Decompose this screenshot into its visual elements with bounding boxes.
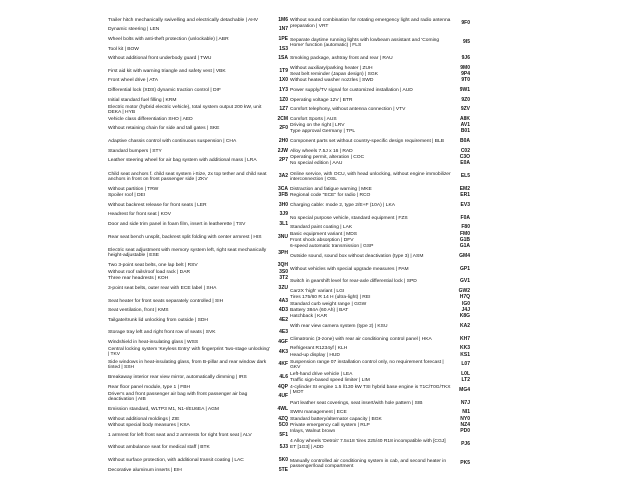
option-code: KH7 <box>459 335 470 342</box>
option-description: Rear floor panel module, type 1 | FBH <box>108 384 191 390</box>
option-description: Power supply/TV signal for customized installation | AUD <box>290 88 413 93</box>
option-description: Wheel bolts with anti-theft protection (unlockable) | ABR <box>108 36 229 42</box>
option-code: H7Q <box>459 294 470 301</box>
option-description: Without ambulance seat for medical staff | BTK <box>108 445 210 451</box>
option-description: Component parts set without country-specific design requirement | BLB <box>290 139 445 145</box>
option-code: 4QP <box>277 383 288 390</box>
option-description: Without special body measures | KSA <box>108 423 190 428</box>
option-code: ER1 <box>460 192 470 199</box>
option-code: 3PH <box>278 249 288 256</box>
option-description: Private emergency call system | RLP <box>290 422 370 428</box>
option-code: 2P7 <box>279 157 288 164</box>
option-code: LT2 <box>461 377 470 384</box>
option-row <box>108 167 288 186</box>
option-code: GM4 <box>459 252 470 259</box>
option-code: IG0 <box>461 300 470 307</box>
option-row <box>290 333 470 346</box>
option-code: 4KF <box>278 361 288 368</box>
option-row <box>108 346 288 359</box>
option-row <box>108 295 288 308</box>
option-row <box>290 135 470 148</box>
option-description: Breakaway interior rear view mirror, automatically dimming | IRS <box>108 375 247 381</box>
option-code: FM0 <box>460 230 470 237</box>
option-code: F80 <box>461 224 470 231</box>
option-description: 4-cylinder SI engine 1.5 l/130 kW TSI hybrid base engine is T1C/T0G/TKX | MOT <box>290 385 451 396</box>
option-description: Emission standard, WLTP3 M1, N1-I/EU6EA | AGM <box>108 407 219 413</box>
option-row <box>108 199 288 212</box>
option-description: Distraction and fatigue warning | MKE <box>290 186 372 192</box>
option-description: Storage tray left and right front row of seats | SVK <box>108 330 216 336</box>
option-code: F0A <box>460 214 470 221</box>
option-code: J4J <box>461 307 470 314</box>
option-code: NY0 <box>460 415 470 422</box>
option-description: 4 Alloy wheels 'Detroit' 7.5x18 'tires 225/40 R18 incompatible with [CGJ] ET [1G3] | ADD <box>290 439 446 450</box>
option-description: Without vehicles with special upgrade measures | PAM <box>290 266 409 272</box>
option-code: K8G <box>459 313 470 320</box>
option-description: Type approval Germany | TPL <box>290 129 356 135</box>
option-code: 3J9 <box>279 211 288 218</box>
option-code: 3ZU <box>278 284 288 291</box>
option-row <box>290 199 470 212</box>
option-code: 4A3 <box>278 297 288 304</box>
option-row <box>290 33 470 52</box>
option-description: Refrigerant R1234yf | KLH <box>290 346 348 352</box>
option-row <box>108 282 288 295</box>
option-code: G1B <box>459 236 470 243</box>
option-code: N7J <box>460 399 470 406</box>
option-description: Manually controlled air conditioning system in cab, and second heater in passenger/load compartment <box>290 458 447 469</box>
option-description: Car2X 'high' variant | LGI <box>290 288 345 294</box>
option-description: SWIN management | ECE <box>290 410 347 416</box>
option-code: 9M0 <box>460 64 470 71</box>
option-code: MG4 <box>459 386 470 393</box>
option-code: 1N7 <box>278 26 288 33</box>
option-description: Head-up display | HUD <box>290 352 340 358</box>
option-code: 3NU <box>277 233 288 240</box>
option-code: A8K <box>459 115 470 122</box>
option-description: Central locking system 'Keyless Entry' with fingerprint 'two-stage unlocking' | TKV <box>108 347 270 358</box>
option-code: 1SA <box>278 55 288 62</box>
option-row <box>290 263 470 276</box>
option-code: 1X0 <box>279 77 288 84</box>
option-description: Without partition | TRW <box>108 186 159 192</box>
option-row <box>108 403 288 416</box>
option-code: 1M6 <box>278 16 288 23</box>
option-row <box>290 14 470 33</box>
option-code: 4ZQ <box>278 415 288 422</box>
option-row <box>108 231 288 244</box>
option-row <box>108 218 288 231</box>
option-code: 4L6 <box>279 374 288 381</box>
option-description: Traffic sign-based speed limiter | LIM <box>290 378 370 384</box>
option-code: 3QH <box>277 262 288 269</box>
option-row <box>108 442 288 455</box>
option-code: 3H0 <box>278 201 288 208</box>
option-code: 3FB <box>278 192 288 199</box>
option-description: 3-point seat belts, outer rear with ECE label | SHA <box>108 285 217 291</box>
option-description: Switch in gearshift level for rear-axle differential lock | SPD <box>290 279 417 285</box>
option-code: 1T9 <box>279 67 288 74</box>
option-code: 4E3 <box>279 329 288 336</box>
option-code: NZ4 <box>460 421 470 428</box>
option-row <box>108 454 288 467</box>
option-code: 9F0 <box>461 20 470 26</box>
option-row <box>290 103 470 116</box>
option-row <box>290 435 470 454</box>
option-description: Tires 175/60 R 14 H (ultra-light) | REI <box>290 295 371 301</box>
option-row <box>108 390 288 403</box>
option-code: KS1 <box>460 351 470 358</box>
option-code: 4K3 <box>278 348 288 355</box>
option-description: Front shock absorption | DFV <box>290 237 354 243</box>
option-code: GV1 <box>459 278 470 285</box>
option-description: Spoiler roof | DEI <box>108 193 146 199</box>
option-description: Headrest for front seat | KOV <box>108 212 171 218</box>
option-code: 3T2 <box>279 275 288 282</box>
option-description: Operating voltage 12V | BTR <box>290 97 353 103</box>
option-row <box>290 212 470 225</box>
option-row <box>108 371 288 384</box>
option-description: Driving on the right | LRV <box>290 123 345 129</box>
option-description: Seat heater for front seats separately controlled | SIH <box>108 298 224 304</box>
option-description: Standard paint coating | LAK <box>290 225 353 231</box>
option-description: Driver's and front passenger air bag with front passenger air bag deactivation | AIB <box>108 391 248 402</box>
option-description: Online service, with OCU, with head unlocking, without engine immobilizer interconnection | OSL <box>290 171 451 182</box>
option-code: B01 <box>460 128 470 135</box>
option-code: 5F1 <box>279 431 288 438</box>
option-code: 4WL <box>277 406 288 413</box>
option-code: 5C0 <box>278 422 288 428</box>
option-row <box>108 327 288 340</box>
option-code: G1A <box>459 243 470 250</box>
option-code: 9J6 <box>461 55 470 62</box>
option-code: PK5 <box>460 460 470 467</box>
option-description: Standard battery/alternator capacity | BGK <box>290 416 382 422</box>
option-description: Leather steering wheel for air bag system with additional mass | LRA <box>108 158 257 164</box>
option-row <box>290 454 470 473</box>
option-row <box>108 135 288 148</box>
option-code: 9W1 <box>459 87 470 93</box>
option-code: B0A <box>459 138 470 145</box>
option-code: GW2 <box>458 287 470 294</box>
option-description: Trailer hitch mechanically swivelling and electrically detachable | AHV <box>108 17 259 23</box>
option-description: Alloy wheels 7.5J x 16 | RAD <box>290 148 353 154</box>
option-description: Child seat anchors f. child seat system i-Size, 2x top tether and child seat anchors in front on front passenger side | ZKV <box>108 171 267 182</box>
option-row <box>290 384 470 397</box>
option-code: 9T0 <box>461 77 470 84</box>
option-code: EM2 <box>459 185 470 192</box>
option-description: Without roof rails/roof load rack | DAR <box>108 269 190 275</box>
option-code: 1Z7 <box>279 106 288 113</box>
option-description: Front wheel drive | ATA <box>108 78 159 84</box>
option-codes-sheet <box>108 14 470 474</box>
option-row <box>108 33 288 46</box>
option-row <box>290 84 470 97</box>
option-code: 3L1 <box>279 220 288 227</box>
option-description: Without additional moldings | ZIE <box>108 416 180 422</box>
option-row <box>290 276 470 289</box>
option-code: C3O <box>459 153 470 160</box>
option-description: Outside sound, sound box without deactivation (type 3) | ASM <box>290 253 424 259</box>
option-code: E0A <box>460 160 470 167</box>
option-code: EL5 <box>460 173 470 180</box>
option-description: Operating permit, alteration | COC <box>290 154 365 160</box>
option-code: L0L <box>461 370 470 377</box>
option-code: 5TE <box>278 466 288 473</box>
left-option-column <box>108 14 288 474</box>
option-description: No special purpose vehicle, standard equipment | FZS <box>290 215 408 221</box>
option-description: Without backrest release for front seats | LER <box>108 202 207 208</box>
option-description: Hatchback | KAR <box>290 314 328 320</box>
right-option-column <box>290 14 470 474</box>
option-description: Initial standard fuel filling | KRM <box>108 97 177 103</box>
option-description: Side windows in heat-insulating glass, from B-pillar and rear window dark tinted | SSH <box>108 359 267 370</box>
option-description: Without heated washer nozzles | SWD <box>290 78 374 84</box>
option-description: Charging cable: mode 2, type 2/E+F (10A) | LKA <box>290 202 395 208</box>
option-row <box>108 314 288 327</box>
option-code: 2JW <box>277 147 288 154</box>
option-description: Windshield in heat-insulating glass | WSS <box>108 340 199 346</box>
option-code: 2CM <box>277 115 288 122</box>
option-code: AV1 <box>460 122 470 129</box>
option-code: 5J3 <box>279 444 288 451</box>
option-row <box>290 250 470 263</box>
option-description: 1 armrest for left front seat and 2 armrests for right front seat | ALV <box>108 432 252 438</box>
option-code: 1Z0 <box>279 96 288 103</box>
option-row <box>108 359 288 372</box>
option-description: Adaptive chassis control with continuous suspension | CHA <box>108 139 237 145</box>
option-code: 5K0 <box>278 457 288 464</box>
option-description: With rear view camera system (type 2) | KSU <box>290 324 388 330</box>
option-code: 2F0 <box>279 125 288 132</box>
option-code: 1Y3 <box>279 86 288 93</box>
option-description: Battery 384A (60 Ah) | BAT <box>290 308 349 314</box>
option-code: 4E2 <box>279 316 288 323</box>
option-code: 3A2 <box>278 173 288 180</box>
option-description: Vehicle class differentiation SHO | AED <box>108 116 193 122</box>
option-code: PD0 <box>460 428 470 435</box>
option-row <box>108 103 288 116</box>
option-description: Differential lock (XDS) dynamic traction control | DIF <box>108 87 221 93</box>
option-description: Decorative aluminum inserts | EIH <box>108 467 182 473</box>
option-row <box>108 14 288 27</box>
option-description: Part leather seat coverings, seat insert/with hole pattern | SIB <box>290 400 423 406</box>
option-code: 3CA <box>277 185 288 192</box>
option-code: EV3 <box>460 201 470 208</box>
option-description: Climatronic (3-zone) with rear air conditioning control panel | HKA <box>290 336 432 342</box>
option-code: 4GF <box>278 339 288 346</box>
option-code: 1PE <box>278 35 288 42</box>
option-code: KK3 <box>459 345 470 352</box>
option-code: 9P4 <box>461 71 470 78</box>
option-row <box>108 84 288 97</box>
option-description: Separate daytime running lights with lowbeam assistant and 'Coming Home' function (automatic) | FLS <box>290 37 440 48</box>
option-description: Two 3-point seat belts, one lap belt | RSV <box>108 263 198 269</box>
option-code: 3S0 <box>279 268 288 275</box>
option-row <box>108 122 288 135</box>
option-description: Comfort Sports | AUS <box>290 116 337 122</box>
option-code: 1S3 <box>279 45 288 52</box>
option-code: 4UF <box>278 393 288 400</box>
option-description: No special edition | AAU <box>290 161 343 167</box>
option-description: 6-speed automatic transmission | GSP <box>290 244 374 250</box>
option-row <box>108 467 288 473</box>
option-code: GP1 <box>459 265 470 272</box>
option-code: L07 <box>461 361 470 368</box>
option-description: Rear seat bench unsplit, backrest split folding with center armrest | HIS <box>108 234 262 240</box>
option-description: Suspension range 07 installation control only, no requirement forecast | GKV <box>290 359 444 370</box>
option-description: Dynamic steering | LEN <box>108 27 160 33</box>
option-description: Seat ventilation, front | KMS <box>108 308 169 314</box>
option-code: 2H0 <box>278 138 288 145</box>
option-row <box>108 52 288 65</box>
option-code: KA2 <box>459 323 470 330</box>
option-row <box>290 52 470 65</box>
option-description: Inlays, Walnut brown <box>290 429 336 435</box>
option-description: Without auxiliary/parking heater | ZUH <box>290 65 373 71</box>
option-description: Comfort telephony, without antenna connection | VTV <box>290 107 406 113</box>
option-description: Standard curb weight range | GGW <box>290 301 367 307</box>
option-description: Electric seat adjustment with memory system left, right seat mechanically height-adjustable | ESE <box>108 248 267 259</box>
option-row <box>290 167 470 186</box>
option-row <box>108 154 288 167</box>
option-description: Regional code "ECE" for radio | RCO <box>290 193 371 199</box>
option-description: Standard bumpers | STY <box>108 148 162 154</box>
option-row <box>108 65 288 78</box>
option-code: 4D3 <box>278 307 288 314</box>
option-description: Without retaining chain for side and tall gates | SKE <box>108 126 220 132</box>
option-code: PJ6 <box>461 441 470 448</box>
option-code: 9I5 <box>463 39 470 46</box>
option-description: Door and side trim panel in foam film, insert in leatherette | TSV <box>108 221 246 227</box>
option-code: NI1 <box>462 409 470 416</box>
option-description: Without additional front underbody guard | TWU <box>108 56 212 62</box>
option-description: Basic equipment variant | MDS <box>290 231 358 237</box>
option-description: Left-hand drive vehicle | LEA <box>290 371 353 377</box>
option-description: Without surface protection, with additional transit coating | LAC <box>108 458 244 464</box>
option-description: Three rear headrests | KOH <box>108 276 169 282</box>
option-row <box>108 244 288 263</box>
option-description: Smoking package, ashtray front and rear | RAU <box>290 56 393 62</box>
option-description: Tool kit | BOW <box>108 46 139 52</box>
option-code: C02 <box>460 147 470 154</box>
option-description: Seat belt reminder (Japan design) | SGK <box>290 72 378 78</box>
option-code: 9Z0 <box>461 96 470 103</box>
option-row <box>290 320 470 333</box>
option-description: First aid kit with warning triangle and safety vest | VBK <box>108 68 226 74</box>
option-row <box>290 397 470 410</box>
option-description: Tailgate/trunk lid unlocking from outside | SDH <box>108 317 208 323</box>
option-description: Without sound combination for rotating emergency light and radio antenna preparation | VRT <box>290 18 451 29</box>
option-description: Electric motor (hybrid electric vehicle), total system output 200 kW, unit DEKA | HYB <box>108 104 262 115</box>
option-row <box>290 359 470 372</box>
option-row <box>108 429 288 442</box>
option-code: 9ZV <box>460 106 470 113</box>
